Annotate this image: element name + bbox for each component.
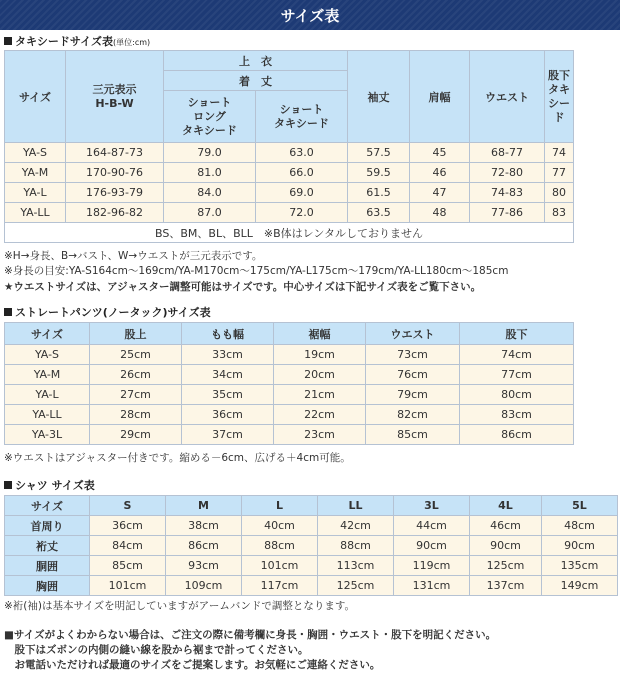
footer-note-2: 股下はズボンの内側の縫い線を股から裾まで計ってください。 bbox=[4, 644, 309, 656]
table-row bbox=[5, 183, 574, 203]
table-cell: 76cm bbox=[366, 365, 460, 385]
shirt-size-table bbox=[4, 495, 618, 596]
table-cell: 86cm bbox=[460, 425, 574, 445]
table-cell: 90cm bbox=[542, 536, 618, 556]
table-cell: 66.0 bbox=[256, 163, 348, 183]
tuxedo-note-2: ※身長の目安:YA-S164cm～169cm/YA-M170cm～175cm/YA-L175cm～179cm/YA-LL180cm～185cm bbox=[4, 265, 509, 277]
table-row bbox=[5, 556, 618, 576]
table-cell: 23cm bbox=[274, 425, 366, 445]
table-cell: 164-87-73 bbox=[66, 143, 164, 163]
table-cell: 48cm bbox=[542, 516, 618, 536]
column-header: M bbox=[166, 496, 242, 516]
tuxedo-title-text: タキシードサイズ表 bbox=[15, 35, 114, 48]
table-cell: 72-80 bbox=[470, 163, 545, 183]
table-cell: 119cm bbox=[394, 556, 470, 576]
table-cell: 57.5 bbox=[348, 143, 410, 163]
table-cell: 135cm bbox=[542, 556, 618, 576]
tuxedo-footnote-row: BS、BM、BL、BLL ※B体はレンタルしておりません bbox=[5, 223, 574, 243]
table-cell: 36cm bbox=[182, 405, 274, 425]
table-row bbox=[5, 425, 574, 445]
table-cell: YA-3L bbox=[5, 425, 90, 445]
table-cell: 77cm bbox=[460, 365, 574, 385]
table-cell: 83cm bbox=[460, 405, 574, 425]
column-header: LL bbox=[318, 496, 394, 516]
pants-title-text: ストレートパンツ(ノータック)サイズ表 bbox=[15, 306, 211, 319]
table-row bbox=[5, 385, 574, 405]
table-cell: 90cm bbox=[470, 536, 542, 556]
table-cell: 27cm bbox=[90, 385, 182, 405]
footer-note-1: ■サイズがよくわからない場合は、ご注文の際に備考欄に身長・胸囲・ウエスト・股下を明記ください。 bbox=[4, 629, 497, 641]
table-cell: 93cm bbox=[166, 556, 242, 576]
table-cell: 182-96-82 bbox=[66, 203, 164, 223]
table-row bbox=[5, 516, 618, 536]
table-cell: 84.0 bbox=[164, 183, 256, 203]
table-cell: 125cm bbox=[318, 576, 394, 596]
header-waist: ウエスト bbox=[470, 51, 545, 143]
table-cell: 33cm bbox=[182, 345, 274, 365]
column-header: 裾幅 bbox=[274, 323, 366, 345]
square-bullet-icon bbox=[4, 308, 12, 316]
header-inseam: 股下 タキシード bbox=[545, 51, 574, 143]
table-cell: 84cm bbox=[90, 536, 166, 556]
header-shoulder: 肩幅 bbox=[410, 51, 470, 143]
table-cell: 149cm bbox=[542, 576, 618, 596]
pants-section-title bbox=[4, 304, 211, 320]
row-header: 胴囲 bbox=[5, 556, 90, 576]
table-cell: 131cm bbox=[394, 576, 470, 596]
table-cell: 37cm bbox=[182, 425, 274, 445]
header-sleeve: 袖丈 bbox=[348, 51, 410, 143]
table-cell: 34cm bbox=[182, 365, 274, 385]
table-cell: 45 bbox=[410, 143, 470, 163]
table-cell: 35cm bbox=[182, 385, 274, 405]
table-row bbox=[5, 143, 574, 163]
header-size: サイズ bbox=[5, 51, 66, 143]
row-header: 胸囲 bbox=[5, 576, 90, 596]
table-cell: 61.5 bbox=[348, 183, 410, 203]
table-cell: 79cm bbox=[366, 385, 460, 405]
table-cell: 109cm bbox=[166, 576, 242, 596]
table-cell: 44cm bbox=[394, 516, 470, 536]
pants-note: ※ウエストはアジャスター付きです。縮める－6cm、広げる＋4cm可能。 bbox=[4, 452, 351, 464]
table-cell: 74-83 bbox=[470, 183, 545, 203]
table-cell: 40cm bbox=[242, 516, 318, 536]
header-short-long: ショート ロング タキシード bbox=[164, 91, 256, 143]
table-row bbox=[5, 203, 574, 223]
table-cell: 80cm bbox=[460, 385, 574, 405]
table-cell: 85cm bbox=[90, 556, 166, 576]
table-cell: 137cm bbox=[470, 576, 542, 596]
square-bullet-icon bbox=[4, 481, 12, 489]
column-header: 5L bbox=[542, 496, 618, 516]
table-cell: 81.0 bbox=[164, 163, 256, 183]
table-cell: 83 bbox=[545, 203, 574, 223]
table-cell: 19cm bbox=[274, 345, 366, 365]
table-row bbox=[5, 365, 574, 385]
table-cell: 170-90-76 bbox=[66, 163, 164, 183]
table-cell: 26cm bbox=[90, 365, 182, 385]
table-cell: 59.5 bbox=[348, 163, 410, 183]
column-header: L bbox=[242, 496, 318, 516]
table-cell: 77 bbox=[545, 163, 574, 183]
table-cell: 47 bbox=[410, 183, 470, 203]
table-cell: YA-M bbox=[5, 163, 66, 183]
table-cell: 48 bbox=[410, 203, 470, 223]
column-header: ウエスト bbox=[366, 323, 460, 345]
tuxedo-note-1: ※H→身長、B→バスト、W→ウエストが三元表示です。 bbox=[4, 250, 263, 262]
table-cell: 29cm bbox=[90, 425, 182, 445]
column-header: もも幅 bbox=[182, 323, 274, 345]
column-header: 4L bbox=[470, 496, 542, 516]
table-row bbox=[5, 163, 574, 183]
table-cell: 20cm bbox=[274, 365, 366, 385]
tuxedo-section-title bbox=[4, 33, 150, 49]
table-row bbox=[5, 536, 618, 556]
table-cell: 22cm bbox=[274, 405, 366, 425]
page-title: サイズ表 bbox=[0, 0, 620, 30]
table-cell: 101cm bbox=[242, 556, 318, 576]
table-cell: 117cm bbox=[242, 576, 318, 596]
header-jacket: 上 衣 bbox=[164, 51, 348, 71]
table-cell: 77-86 bbox=[470, 203, 545, 223]
shirt-section-title bbox=[4, 477, 95, 493]
table-row bbox=[5, 576, 618, 596]
table-cell: 86cm bbox=[166, 536, 242, 556]
table-cell: YA-M bbox=[5, 365, 90, 385]
table-cell: 36cm bbox=[90, 516, 166, 536]
table-cell: 125cm bbox=[470, 556, 542, 576]
table-cell: 73cm bbox=[366, 345, 460, 365]
table-cell: 46 bbox=[410, 163, 470, 183]
table-cell: 101cm bbox=[90, 576, 166, 596]
table-cell: 90cm bbox=[394, 536, 470, 556]
table-cell: YA-S bbox=[5, 345, 90, 365]
column-header: 股下 bbox=[460, 323, 574, 345]
table-cell: 88cm bbox=[318, 536, 394, 556]
table-cell: YA-S bbox=[5, 143, 66, 163]
row-header: 首周り bbox=[5, 516, 90, 536]
tuxedo-note-3: ★ウエストサイズは、アジャスター調整可能はサイズです。中心サイズは下記サイズ表をご覧下さい。 bbox=[4, 281, 482, 293]
table-cell: 63.0 bbox=[256, 143, 348, 163]
row-header: 裄丈 bbox=[5, 536, 90, 556]
table-cell: 74 bbox=[545, 143, 574, 163]
table-cell: YA-LL bbox=[5, 405, 90, 425]
table-cell: 28cm bbox=[90, 405, 182, 425]
table-cell: 176-93-79 bbox=[66, 183, 164, 203]
table-row bbox=[5, 405, 574, 425]
column-header: サイズ bbox=[5, 323, 90, 345]
table-cell: 21cm bbox=[274, 385, 366, 405]
table-cell: 85cm bbox=[366, 425, 460, 445]
table-cell: 72.0 bbox=[256, 203, 348, 223]
table-header-row bbox=[5, 496, 618, 516]
table-cell: 69.0 bbox=[256, 183, 348, 203]
table-cell: 68-77 bbox=[470, 143, 545, 163]
table-row bbox=[5, 345, 574, 365]
table-cell: YA-L bbox=[5, 183, 66, 203]
table-cell: 88cm bbox=[242, 536, 318, 556]
table-header-row bbox=[5, 323, 574, 345]
column-header: サイズ bbox=[5, 496, 90, 516]
table-cell: YA-L bbox=[5, 385, 90, 405]
header-short: ショート タキシード bbox=[256, 91, 348, 143]
table-cell: YA-LL bbox=[5, 203, 66, 223]
table-cell: 79.0 bbox=[164, 143, 256, 163]
table-cell: 42cm bbox=[318, 516, 394, 536]
column-header: S bbox=[90, 496, 166, 516]
table-cell: 113cm bbox=[318, 556, 394, 576]
footer-note-3: お電話いただければ最適のサイズをご提案します。お気軽にご連絡ください。 bbox=[4, 659, 381, 671]
table-cell: 82cm bbox=[366, 405, 460, 425]
table-cell: 38cm bbox=[166, 516, 242, 536]
pants-size-table bbox=[4, 322, 574, 445]
table-cell: 46cm bbox=[470, 516, 542, 536]
column-header: 股上 bbox=[90, 323, 182, 345]
shirt-title-text: シャツ サイズ表 bbox=[15, 479, 95, 492]
table-cell: 63.5 bbox=[348, 203, 410, 223]
table-cell: 80 bbox=[545, 183, 574, 203]
header-three-dim: 三元表示 H-B-W bbox=[66, 51, 164, 143]
table-cell: 74cm bbox=[460, 345, 574, 365]
tuxedo-unit: (単位:cm) bbox=[113, 38, 151, 47]
tuxedo-size-table bbox=[4, 50, 574, 243]
table-cell: 25cm bbox=[90, 345, 182, 365]
square-bullet-icon bbox=[4, 37, 12, 45]
header-length: 着 丈 bbox=[164, 71, 348, 91]
table-cell: 87.0 bbox=[164, 203, 256, 223]
column-header: 3L bbox=[394, 496, 470, 516]
shirt-note: ※裄(袖)は基本サイズを明記していますがアームバンドで調整となります。 bbox=[4, 600, 355, 612]
